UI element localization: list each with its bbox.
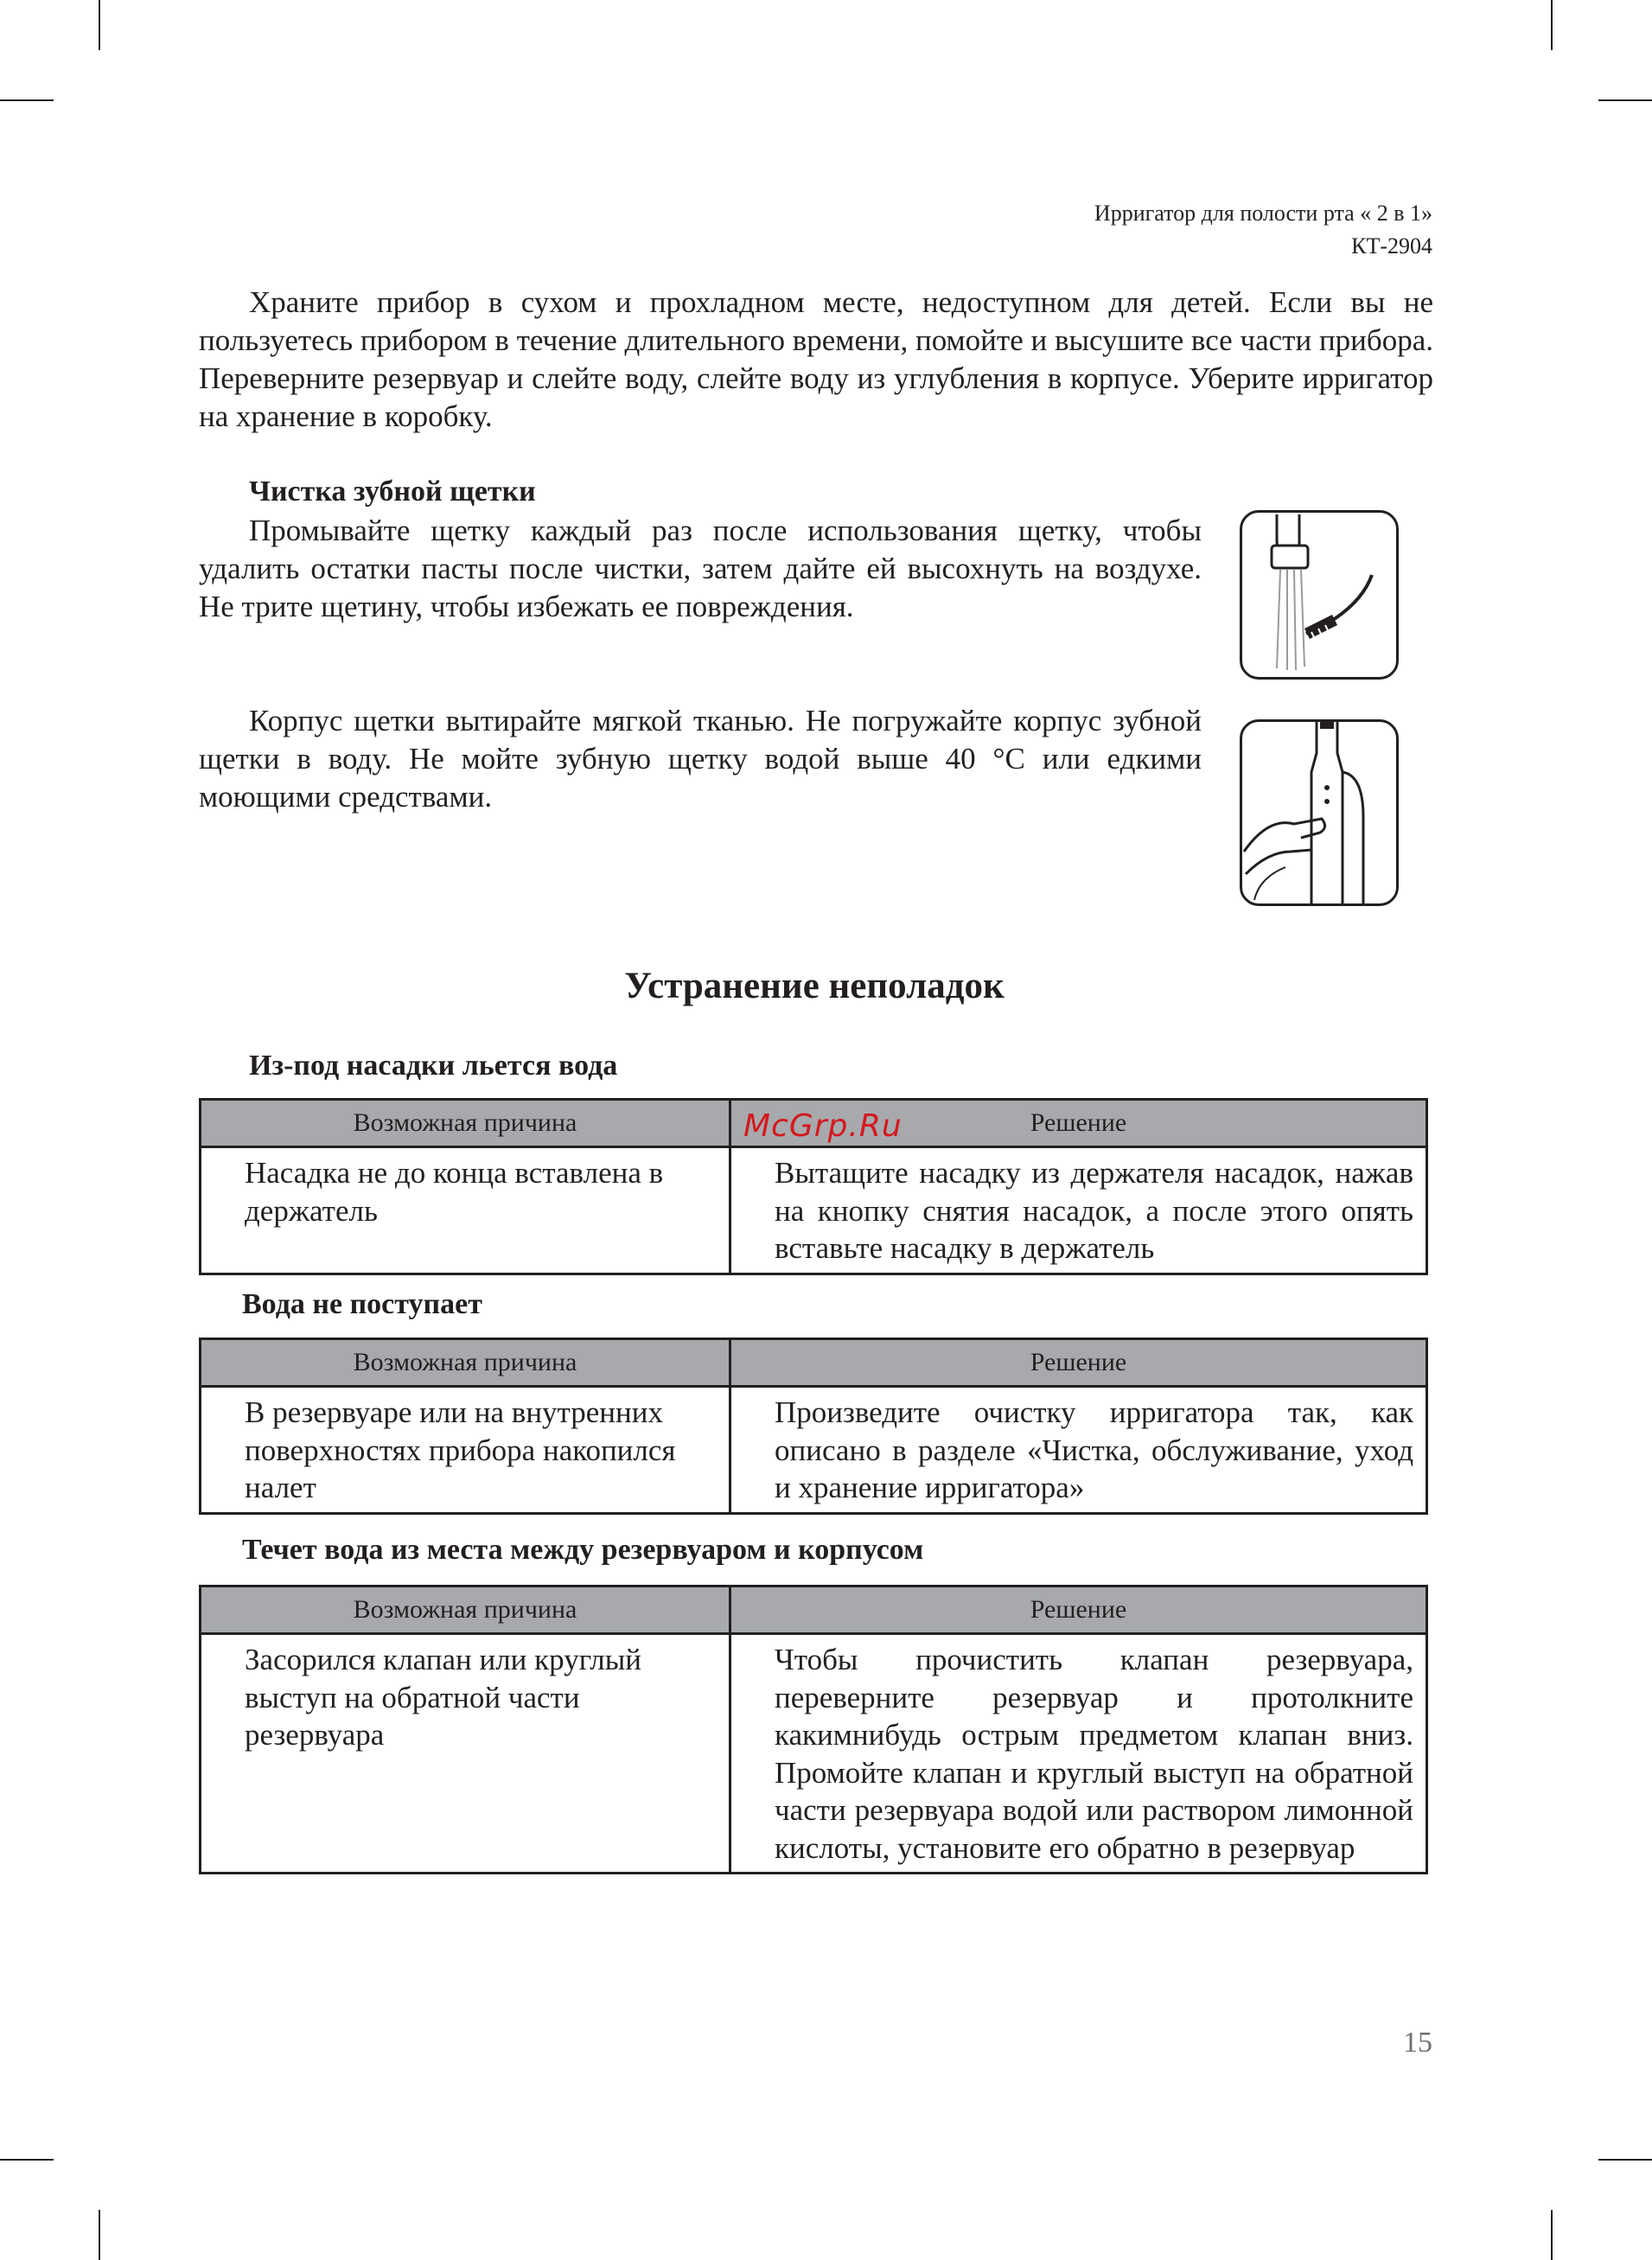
table-row [201, 1634, 1427, 1874]
rinse-brush-illustration [1240, 510, 1399, 680]
brush-cleaning-paragraph-2 [199, 702, 1202, 816]
running-header [1094, 197, 1432, 263]
header-product: Ирригатор для полости рта « 2 в 1» [1094, 201, 1432, 226]
brush-cleaning-title: Чистка зубной щетки [249, 476, 536, 508]
header-model: КТ-2904 [1351, 233, 1432, 259]
crop-mark [99, 0, 100, 50]
column-header-solution: Решение [730, 1339, 1427, 1387]
crop-mark [1598, 99, 1652, 101]
column-header-cause: Возможная причина [201, 1586, 730, 1634]
cause-cell: В резервуаре или на внутренних поверхностях прибора накопился налет [201, 1387, 730, 1514]
crop-mark [1551, 0, 1553, 50]
solution-cell: Чтобы прочистить клапан резервуара, переверните резервуар и протолкните какимнибудь острым предметом клапан вниз. Промойте клапан и круглый выступ на обратной части резервуара водой или раствором лимонной кислоты, установите его обратно в резервуар [730, 1634, 1427, 1874]
crop-mark [1598, 2159, 1652, 2161]
solution-cell: Вытащите насадку из держателя насадок, нажав на кнопку снятия насадок, а после этого опять вставьте насадку в держатель [730, 1147, 1427, 1274]
issue-table [199, 1585, 1428, 1874]
table-header-row [201, 1586, 1427, 1634]
wipe-handle-illustration [1240, 719, 1399, 906]
table-row [201, 1387, 1427, 1514]
column-header-solution: Решение [730, 1100, 1427, 1147]
brush-cleaning-paragraph-1 [199, 512, 1202, 626]
solution-cell: Произведите очистку ирригатора так, как описано в разделе «Чистка, обслуживание, уход и хранение ирригатора» [730, 1387, 1427, 1514]
troubleshooting-title: Устранение неполадок [624, 966, 1005, 1006]
brush-cleaning-text-2: Корпус щетки вытирайте мягкой тканью. Не погружайте корпус зубной щетки в воду. Не мойте зубную щетку водой выше 40 °С или едкими моющими средствами. [199, 704, 1202, 814]
issue-table [199, 1337, 1428, 1515]
issue-title: Из-под насадки льется вода [249, 1050, 618, 1082]
watermark-link[interactable]: McGrp.Ru [743, 1108, 903, 1144]
page-number: 15 [1403, 2027, 1432, 2059]
cause-cell: Насадка не до конца вставлена в держатель [201, 1147, 730, 1274]
issue-title: Вода не поступает [242, 1288, 482, 1320]
issue-title: Течет вода из места между резервуаром и корпусом [242, 1534, 924, 1566]
cause-cell: Засорился клапан или круглый выступ на обратной части резервуара [201, 1634, 730, 1874]
column-header-cause: Возможная причина [201, 1100, 730, 1147]
storage-text: Храните прибор в сухом и прохладном месте, недоступном для детей. Если вы не пользуетесь прибором в течение длительного времени, помойте и высушите все части прибора. Переверните резервуар и слейте воду, слейте воду из углубления в корпусе. Уберите ирригатор на хранение в коробку. [199, 285, 1433, 433]
table-row [201, 1147, 1427, 1274]
brush-cleaning-text-1: Промывайте щетку каждый раз после использования щетку, чтобы удалить остатки пасты после чистки, затем дайте ей высохнуть на воздухе. Не трите щетину, чтобы избежать ее повреждения. [199, 514, 1202, 623]
crop-mark [1551, 2210, 1553, 2260]
column-header-cause: Возможная причина [201, 1339, 730, 1387]
handle-cloth-icon [1242, 722, 1396, 903]
crop-mark [0, 2159, 54, 2161]
table-header-row [201, 1339, 1427, 1387]
column-header-solution: Решение [730, 1586, 1427, 1634]
crop-mark [0, 99, 54, 101]
storage-paragraph [199, 284, 1433, 436]
faucet-brush-icon [1242, 513, 1396, 677]
crop-mark [99, 2210, 100, 2260]
